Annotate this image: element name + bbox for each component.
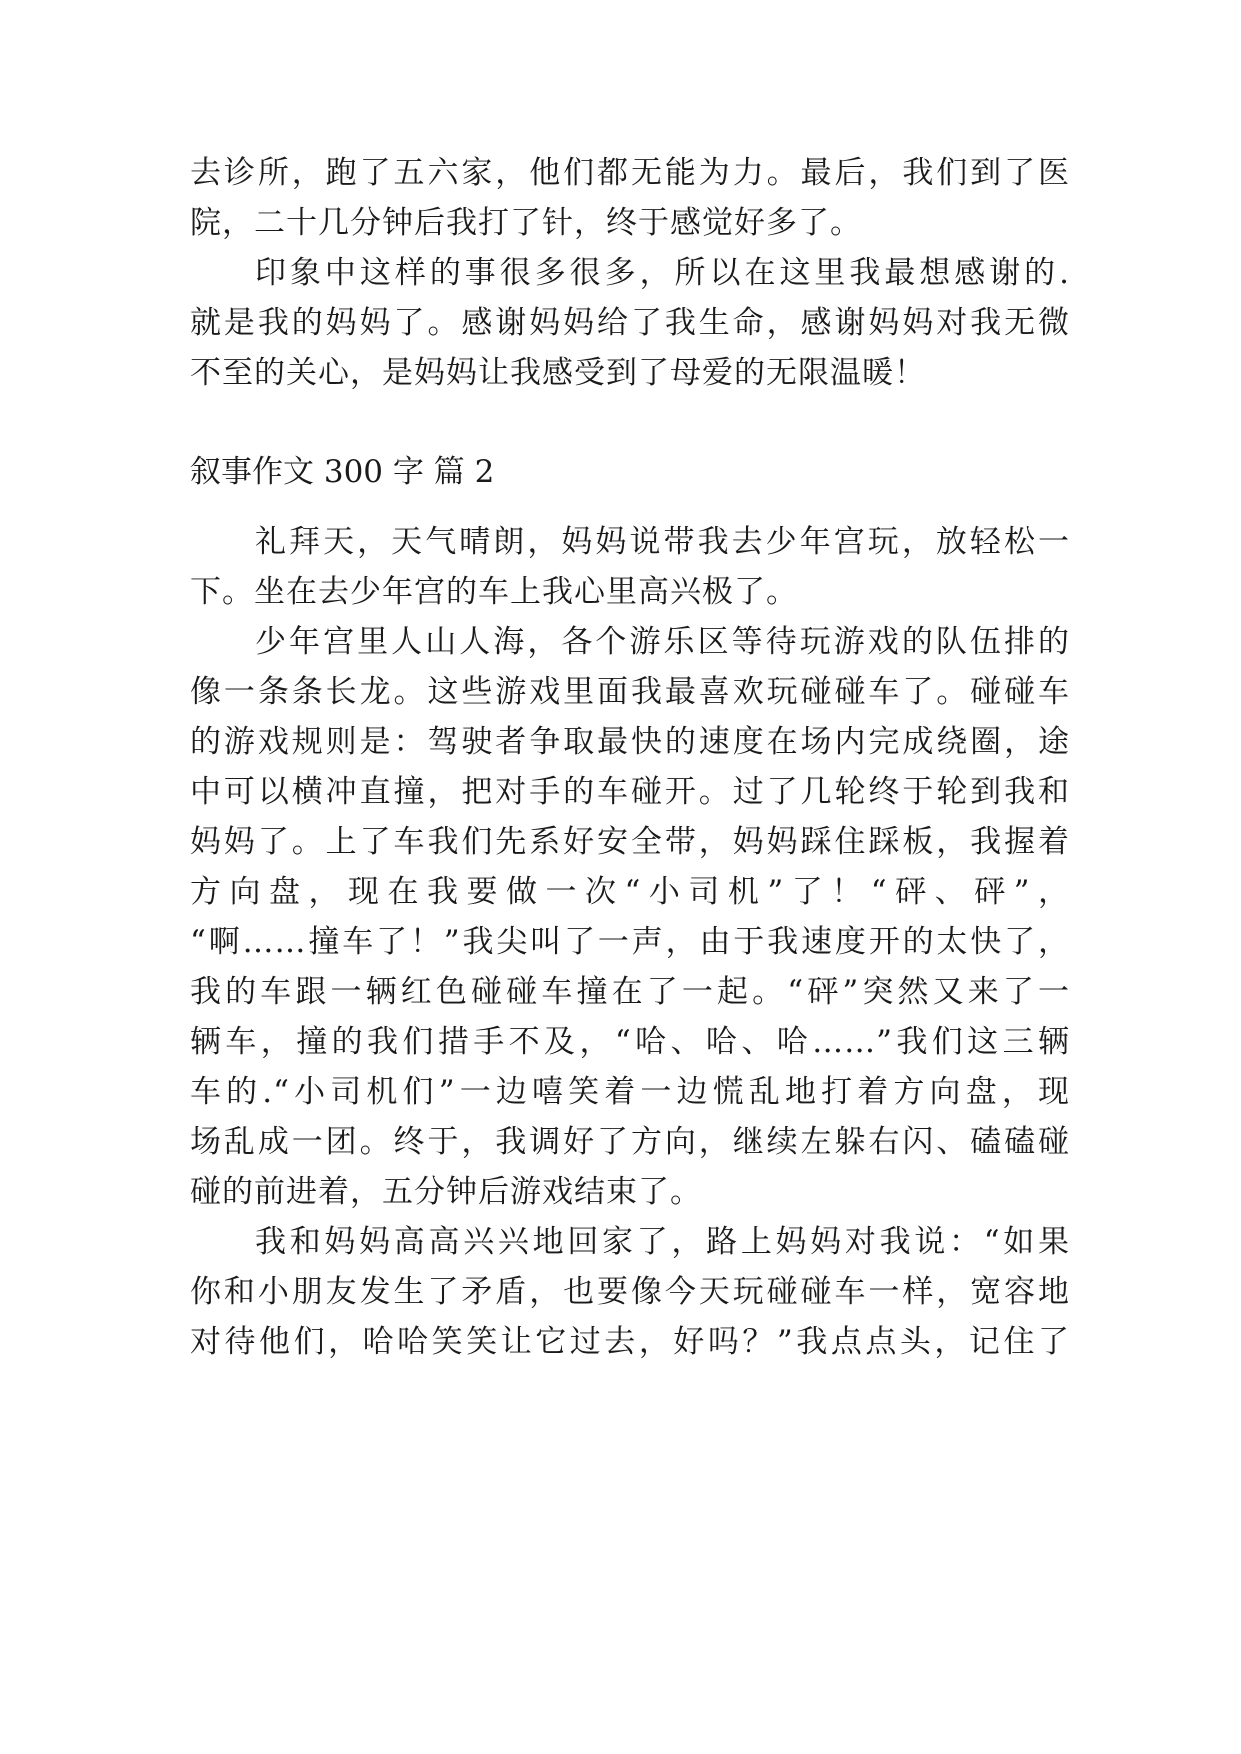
text-line: 像一条条长龙。这些游戏里面我最喜欢玩碰碰车了。碰碰车 xyxy=(190,674,1070,710)
text-line: 碰的前进着，五分钟后游戏结束了。 xyxy=(190,1174,702,1210)
text-line: 方向盘，现在我要做一次“小司机”了！“砰、砰”， xyxy=(190,874,1070,910)
text-line: 你和小朋友发生了矛盾，也要像今天玩碰碰车一样，宽容地 xyxy=(190,1274,1070,1310)
text-line: 辆车，撞的我们措手不及，“哈、哈、哈……”我们这三辆 xyxy=(190,1024,1070,1060)
text-line: “啊……撞车了！”我尖叫了一声，由于我速度开的太快了， xyxy=(190,924,1070,960)
text-line: 我的车跟一辆红色碰碰车撞在了一起。“砰”突然又来了一 xyxy=(190,974,1070,1010)
text-line: 对待他们，哈哈笑笑让它过去，好吗？”我点点头，记住了 xyxy=(190,1324,1070,1360)
text-line: 少年宫里人山人海，各个游乐区等待玩游戏的队伍排的 xyxy=(255,624,1070,660)
text-line: 印象中这样的事很多很多，所以在这里我最想感谢的. xyxy=(255,255,1070,291)
text-line: 去诊所，跑了五六家，他们都无能为力。最后，我们到了医 xyxy=(190,155,1070,191)
text-line: 中可以横冲直撞，把对手的车碰开。过了几轮终于轮到我和 xyxy=(190,774,1070,810)
text-line: 院，二十几分钟后我打了针，终于感觉好多了。 xyxy=(190,205,862,241)
text-line: 妈妈了。上了车我们先系好安全带，妈妈踩住踩板，我握着 xyxy=(190,824,1070,860)
text-line: 场乱成一团。终于，我调好了方向，继续左躲右闪、磕磕碰 xyxy=(190,1124,1070,1160)
text-line: 不至的关心，是妈妈让我感受到了母爱的无限温暖！ xyxy=(190,355,926,391)
text-line: 的游戏规则是：驾驶者争取最快的速度在场内完成绕圈，途 xyxy=(190,724,1070,760)
section-heading: 叙事作文 300 字 篇 2 xyxy=(190,454,495,490)
text-line: 下。坐在去少年宫的车上我心里高兴极了。 xyxy=(190,574,798,610)
text-line: 我和妈妈高高兴兴地回家了，路上妈妈对我说：“如果 xyxy=(255,1224,1070,1260)
text-line: 就是我的妈妈了。感谢妈妈给了我生命，感谢妈妈对我无微 xyxy=(190,305,1070,341)
text-line: 礼拜天，天气晴朗，妈妈说带我去少年宫玩，放轻松一 xyxy=(255,524,1070,560)
text-line: 车的.“小司机们”一边嘻笑着一边慌乱地打着方向盘，现 xyxy=(190,1074,1070,1110)
